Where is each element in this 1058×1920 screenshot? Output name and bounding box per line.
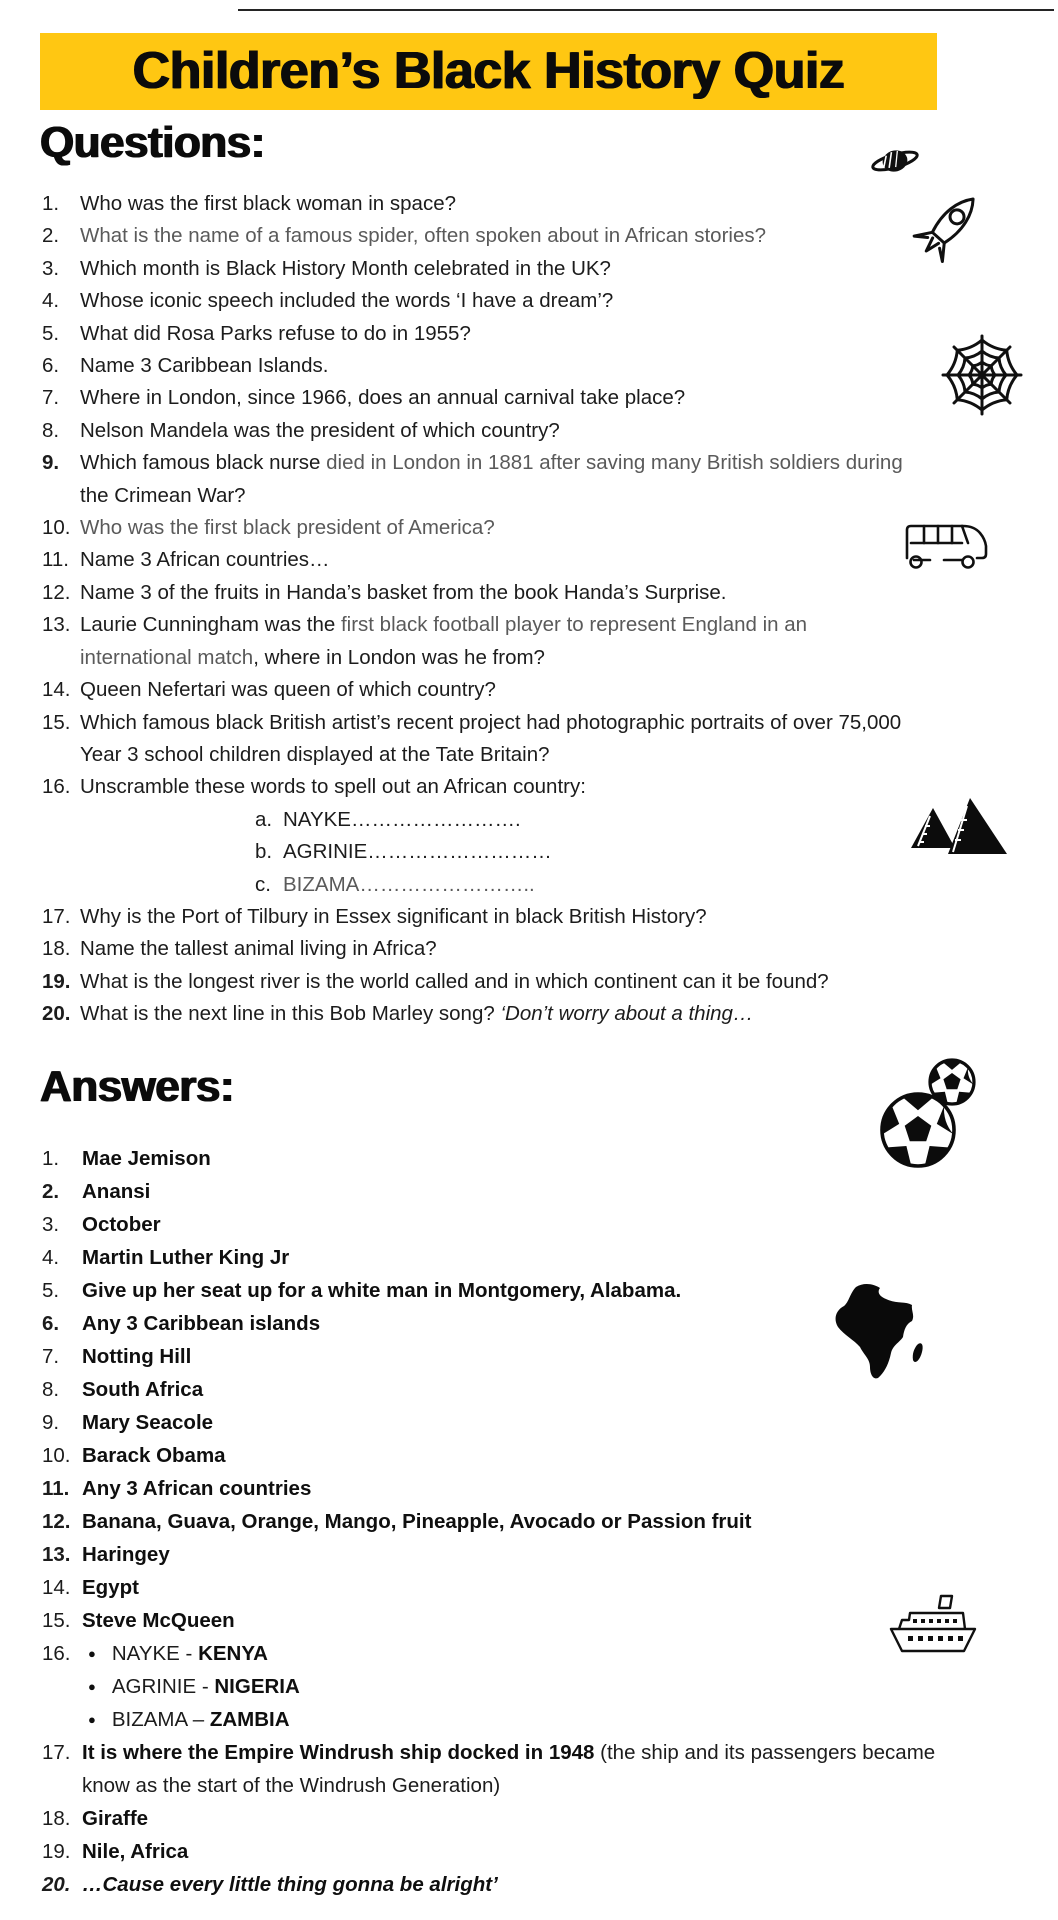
question-segment: What is the next line in this Bob Marley song? xyxy=(80,1002,501,1026)
answer-number: 2. xyxy=(42,1180,60,1203)
answer-segment: Barack Obama xyxy=(82,1444,226,1467)
question-number: b. xyxy=(255,840,273,864)
answer-segment: KENYA xyxy=(198,1642,268,1665)
questions-list xyxy=(42,188,1047,1031)
answer-segment: Give up her seat up for a white man in Montgomery, Alabama. xyxy=(82,1279,682,1302)
answer-segment: …Cause every little thing gonna be alright’ xyxy=(82,1873,498,1896)
question-number: 4. xyxy=(42,289,60,313)
question-segment: BIZAMA…………………….. xyxy=(283,872,535,896)
answer-item xyxy=(42,1505,1047,1538)
answer-text xyxy=(82,1538,1047,1571)
saturn-planet-icon xyxy=(868,140,922,182)
question-text xyxy=(80,285,1047,317)
question-text xyxy=(80,382,1047,414)
answer-segment: Egypt xyxy=(82,1576,139,1599)
answer-item xyxy=(42,1208,1047,1241)
answer-item xyxy=(42,1538,1047,1571)
question-item xyxy=(42,674,1047,706)
answer-number: 8. xyxy=(42,1378,60,1401)
answer-item xyxy=(42,1406,1047,1439)
question-segment: Year 3 school children displayed at the Tate Britain? xyxy=(80,742,550,766)
bullet-icon: ● xyxy=(88,1679,96,1694)
question-number: 3. xyxy=(42,256,60,280)
answer-segment: ZAMBIA xyxy=(209,1708,290,1731)
question-item xyxy=(42,966,1047,998)
question-segment: Laurie Cunningham was the xyxy=(80,613,341,637)
answer-segment: Banana, Guava, Orange, Mango, Pineapple, Avocado or Passion fruit xyxy=(82,1510,752,1533)
answer-segment: Mary Seacole xyxy=(82,1411,214,1434)
question-item xyxy=(42,901,1047,933)
answer-segment: NIGERIA xyxy=(214,1675,300,1698)
answer-number: 13. xyxy=(42,1543,71,1566)
question-number: c. xyxy=(255,872,271,896)
question-number: 6. xyxy=(42,354,60,378)
question-text xyxy=(80,318,1047,350)
question-item xyxy=(42,447,1047,512)
answer-number: 7. xyxy=(42,1345,60,1368)
answer-text xyxy=(82,1208,1047,1241)
question-text xyxy=(80,447,1047,512)
answer-number: 14. xyxy=(42,1576,71,1599)
question-segment: first black football player to represent England in an xyxy=(340,613,808,637)
question-text xyxy=(80,966,1047,998)
question-segment: Why is the Port of Tilbury in Essex significant in black British History? xyxy=(80,904,707,928)
spider-web-icon xyxy=(940,334,1024,416)
question-segment: Name the tallest animal living in Africa? xyxy=(80,937,437,961)
answer-number: 18. xyxy=(42,1807,71,1830)
question-segment: Name 3 of the fruits in Handa’s basket from the book Handa’s Surprise. xyxy=(80,580,727,604)
question-number: 19. xyxy=(42,969,71,993)
soccer-balls-icon xyxy=(880,1052,986,1172)
answer-item xyxy=(42,1835,1047,1868)
question-segment: , where in London was he from? xyxy=(253,645,545,669)
answer-segment: October xyxy=(82,1213,161,1236)
question-number: 18. xyxy=(42,937,71,961)
answer-number: 11. xyxy=(42,1477,70,1500)
question-segment: Nelson Mandela was the president of which country? xyxy=(80,418,560,442)
question-text xyxy=(80,415,1047,447)
answer-number: 9. xyxy=(42,1411,60,1434)
question-segment: Who was the first black president of America? xyxy=(80,516,495,540)
answer-number: 19. xyxy=(42,1840,71,1863)
question-text xyxy=(80,674,1047,706)
question-number: 8. xyxy=(42,418,60,442)
answer-segment: Any 3 Caribbean islands xyxy=(82,1312,321,1335)
question-segment: Which month is Black History Month celebrated in the UK? xyxy=(80,256,611,280)
answer-segment: Mae Jemison xyxy=(82,1147,211,1170)
question-item xyxy=(42,512,1047,544)
answer-item xyxy=(42,1241,1047,1274)
answer-text xyxy=(82,1868,1047,1901)
question-number: 9. xyxy=(42,451,60,475)
africa-map-icon xyxy=(822,1282,936,1386)
question-number: 5. xyxy=(42,321,60,345)
question-item xyxy=(42,350,1047,382)
answer-number: 12. xyxy=(42,1510,71,1533)
answer-segment: BIZAMA – xyxy=(111,1708,210,1731)
question-item xyxy=(42,188,1047,220)
question-segment: What did Rosa Parks refuse to do in 1955? xyxy=(80,321,471,345)
title-banner xyxy=(40,33,937,110)
answer-number: 16. xyxy=(42,1642,71,1665)
question-number: 15. xyxy=(42,710,71,734)
answer-number: 1. xyxy=(42,1147,60,1170)
question-number: 17. xyxy=(42,904,71,928)
question-number: 11. xyxy=(42,548,69,572)
question-number: 12. xyxy=(42,580,71,604)
page-title: Children’s Black History Quiz xyxy=(132,42,845,100)
question-segment: Where in London, since 1966, does an annual carnival take place? xyxy=(80,386,686,410)
question-segment: Who was the first black woman in space? xyxy=(80,192,456,215)
answers-list xyxy=(42,1142,1047,1901)
answer-number: 15. xyxy=(42,1609,71,1632)
answers-heading: Answers: xyxy=(40,1062,235,1111)
cruise-ship-icon xyxy=(882,1592,982,1658)
question-segment: Which famous black nurse xyxy=(80,451,327,475)
question-number: 20. xyxy=(42,1002,71,1026)
question-number: a. xyxy=(255,807,273,831)
answer-number: 17. xyxy=(42,1741,71,1764)
question-item xyxy=(42,998,1047,1030)
question-item xyxy=(42,707,1047,772)
question-number: 13. xyxy=(42,613,71,637)
question-text xyxy=(80,707,1047,772)
answer-segment: know as the start of the Windrush Generation) xyxy=(82,1774,501,1797)
question-number: 14. xyxy=(42,678,71,702)
answer-number: 5. xyxy=(42,1279,60,1302)
answer-segment: Nile, Africa xyxy=(82,1840,189,1863)
question-subitem xyxy=(42,836,1047,868)
answer-item xyxy=(42,1868,1047,1901)
question-item xyxy=(42,609,1047,674)
question-item xyxy=(42,253,1047,285)
question-item xyxy=(42,285,1047,317)
question-segment: the Crimean War? xyxy=(80,483,246,507)
question-segment: Name 3 African countries… xyxy=(80,548,330,572)
question-item xyxy=(42,318,1047,350)
answer-segment: Martin Luther King Jr xyxy=(82,1246,290,1269)
answer-text xyxy=(82,1802,1047,1835)
question-segment: NAYKE……………………. xyxy=(283,807,521,831)
question-segment: ‘Don’t worry about a thing… xyxy=(500,1002,754,1026)
bullet-icon: ● xyxy=(88,1646,96,1661)
question-number: 10. xyxy=(42,516,71,540)
question-item xyxy=(42,771,1047,803)
question-number: 1. xyxy=(42,192,60,215)
question-segment: Whose iconic speech included the words ‘I have a dream’? xyxy=(80,289,614,313)
answer-segment: Anansi xyxy=(82,1180,151,1203)
rocket-icon xyxy=(900,186,995,274)
answer-text xyxy=(82,1175,1047,1208)
question-text xyxy=(80,577,1047,609)
answer-segment: Giraffe xyxy=(82,1807,149,1830)
question-item xyxy=(42,933,1047,965)
answer-text xyxy=(82,1439,1047,1472)
question-text xyxy=(80,350,1047,382)
answer-text xyxy=(82,1835,1047,1868)
question-segment: Queen Nefertari was queen of which country? xyxy=(80,678,496,702)
question-item xyxy=(42,382,1047,414)
pyramids-icon xyxy=(903,792,1013,860)
question-item xyxy=(42,415,1047,447)
question-number: 2. xyxy=(42,224,60,248)
answer-segment: Steve McQueen xyxy=(82,1609,235,1632)
question-segment: Which famous black British artist’s recent project had photographic portraits of over 75,000 xyxy=(80,710,902,734)
question-text xyxy=(80,609,1047,674)
answer-text xyxy=(82,1406,1047,1439)
question-item xyxy=(42,220,1047,252)
question-segment: What is the longest river is the world called and in which continent can it be found? xyxy=(80,969,829,993)
answer-number: 6. xyxy=(42,1312,60,1335)
answer-number: 10. xyxy=(42,1444,71,1467)
answer-item xyxy=(42,1472,1047,1505)
question-text xyxy=(283,869,1047,901)
answer-segment: Any 3 African countries xyxy=(82,1477,312,1500)
answer-item xyxy=(42,1736,1047,1802)
question-segment: Name 3 Caribbean Islands. xyxy=(80,354,329,378)
answer-segment: NAYKE - xyxy=(111,1642,199,1665)
bullet-icon: ● xyxy=(88,1712,96,1727)
question-text xyxy=(80,771,1047,803)
question-text xyxy=(80,998,1047,1030)
answer-number: 4. xyxy=(42,1246,60,1269)
question-number: 7. xyxy=(42,386,60,410)
questions-heading: Questions: xyxy=(40,118,265,167)
question-segment: died in London in 1881 after saving many British soldiers during xyxy=(326,451,903,475)
answer-text xyxy=(82,1505,1047,1538)
answer-item xyxy=(42,1439,1047,1472)
bus-icon xyxy=(900,518,992,574)
answer-text xyxy=(82,1472,1047,1505)
question-subitem xyxy=(42,869,1047,901)
top-rule-line xyxy=(238,9,1054,11)
answer-number: 3. xyxy=(42,1213,60,1236)
answer-segment: It is where the Empire Windrush ship docked in 1948 xyxy=(82,1741,595,1764)
answer-segment: AGRINIE - xyxy=(111,1675,215,1698)
question-number: 16. xyxy=(42,775,71,799)
question-segment: AGRINIE……………………… xyxy=(283,840,552,864)
answer-number: 20. xyxy=(42,1873,71,1896)
answer-item xyxy=(42,1175,1047,1208)
answer-text xyxy=(82,1736,1047,1802)
question-text xyxy=(80,901,1047,933)
question-segment: international match xyxy=(80,645,254,669)
answer-segment: South Africa xyxy=(82,1378,204,1401)
answer-segment: Haringey xyxy=(82,1543,170,1566)
question-segment: Unscramble these words to spell out an African country: xyxy=(80,775,586,799)
question-subitem xyxy=(42,804,1047,836)
question-item xyxy=(42,577,1047,609)
answer-text xyxy=(82,1241,1047,1274)
answer-segment: Notting Hill xyxy=(82,1345,192,1368)
question-segment: What is the name of a famous spider, often spoken about in African stories? xyxy=(80,224,766,248)
question-item xyxy=(42,544,1047,576)
answer-segment: (the ship and its passengers became xyxy=(594,1741,936,1764)
question-text xyxy=(80,933,1047,965)
answer-item xyxy=(42,1802,1047,1835)
